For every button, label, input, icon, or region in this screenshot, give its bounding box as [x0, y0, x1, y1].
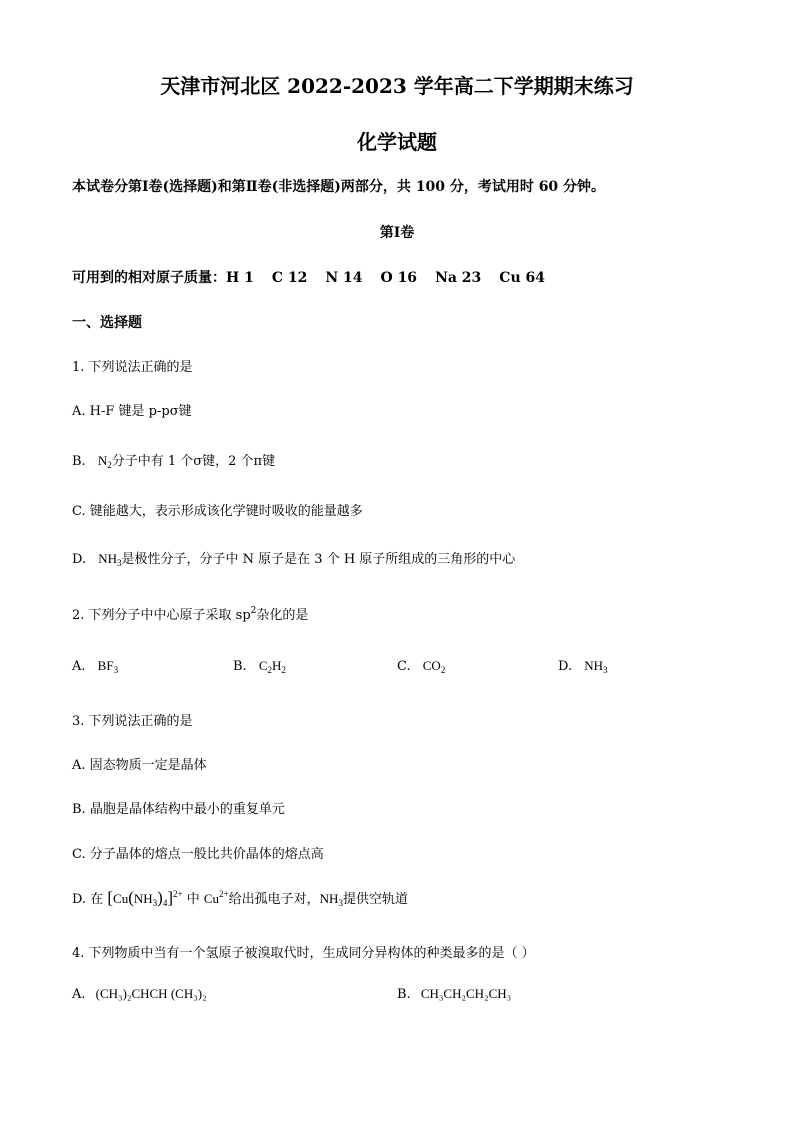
q3-stem: 3. 下列说法正确的是	[72, 714, 193, 729]
atomic-mass-line	[72, 267, 545, 287]
q3-option-a: A. 固态物质一定是晶体	[72, 758, 207, 773]
q2-option-c: C. $CO_2$	[397, 658, 446, 675]
q3-option-d: D. 在 $[Cu(NH_3)_4]^{2+}$ 中 $Cu^{2+}$给出孤电子对，$NH_3$提供空轨道	[72, 888, 408, 908]
page-subtitle: 化学试题	[357, 130, 437, 154]
volume-label: 第Ⅰ卷	[379, 225, 415, 241]
q2-option-b: B. $C_2H_2$	[233, 658, 286, 675]
q4-option-b: B. CH₃CH₂CH₂CH₃	[397, 986, 512, 1002]
q1-option-b-label: B.	[72, 454, 86, 469]
atomic-mass-c: C 12	[271, 270, 308, 286]
q1-option-a: A. H-F 键是 p-pσ键	[72, 404, 192, 419]
n2-formula: $N_2$	[97, 453, 112, 470]
q1-option-d	[72, 548, 515, 568]
q3-option-c: C. 分子晶体的熔点一般比共价晶体的熔点高	[72, 847, 324, 862]
q1-option-d-text: 是极性分子，分子中 N 原子是在 3 个 H 原子所组成的三角形的中心	[121, 552, 516, 567]
page-title: 天津市河北区 2022-2023 学年高二下学期期末练习	[160, 74, 634, 98]
atomic-mass-n: N 14	[325, 270, 363, 286]
bf3-formula: $BF_3$	[97, 658, 119, 675]
section-title: 一、选择题	[72, 315, 142, 331]
c2h2-formula: $C_2H_2$	[258, 658, 286, 675]
q2-option-d: D. $NH_3$	[558, 658, 608, 675]
q4-option-a: A. (CH₃)₂CHCH (CH₃)₂	[72, 986, 207, 1002]
atomic-mass-cu: Cu 64	[499, 270, 545, 286]
nh3-formula-2: $NH_3$	[584, 658, 608, 675]
atomic-mass-h: H 1	[226, 270, 254, 286]
q3-option-b: B. 晶胞是晶体结构中最小的重复单元	[72, 802, 285, 817]
q2-stem: 2. 下列分子中中心原子采取 $sp^2$杂化的是	[72, 606, 309, 623]
atomic-mass-na: Na 23	[435, 270, 482, 286]
atomic-mass-label: 可用到的相对原子质量：	[72, 270, 226, 286]
exam-intro: 本试卷分第Ⅰ卷(选择题)和第Ⅱ卷(非选择题)两部分，共 100 分，考试用时 60 分钟。	[72, 179, 606, 195]
q3-option-d-label: D. 在	[72, 892, 104, 907]
q1-option-b	[72, 450, 275, 470]
q1-stem: 1. 下列说法正确的是	[72, 360, 193, 375]
co2-formula: $CO_2$	[422, 658, 446, 675]
nh3-formula-3: $NH_3$	[319, 891, 343, 908]
q1-option-d-label: D.	[72, 552, 87, 567]
q2-option-a: A. $BF_3$	[72, 658, 119, 675]
complex-ion-formula: $[Cu(NH_3)_4]^{2+}$	[107, 888, 183, 908]
cu2-ion: $Cu^{2+}$	[203, 889, 229, 906]
atomic-mass-o: O 16	[380, 270, 418, 286]
q1-option-c: C. 键能越大，表示形成该化学键时吸收的能量越多	[72, 504, 363, 519]
q4-option-b-formula: CH₃CH₂CH₂CH₃	[420, 986, 512, 1001]
q4-option-a-formula: (CH₃)₂CHCH (CH₃)₂	[95, 986, 207, 1001]
nh3-formula: $NH_3$	[98, 551, 122, 568]
q4-stem: 4. 下列物质中当有一个氢原子被溴取代时，生成同分异构体的种类最多的是（ ）	[72, 946, 535, 961]
q1-option-b-text: 分子中有 1 个σ键，2 个π键	[111, 454, 276, 469]
